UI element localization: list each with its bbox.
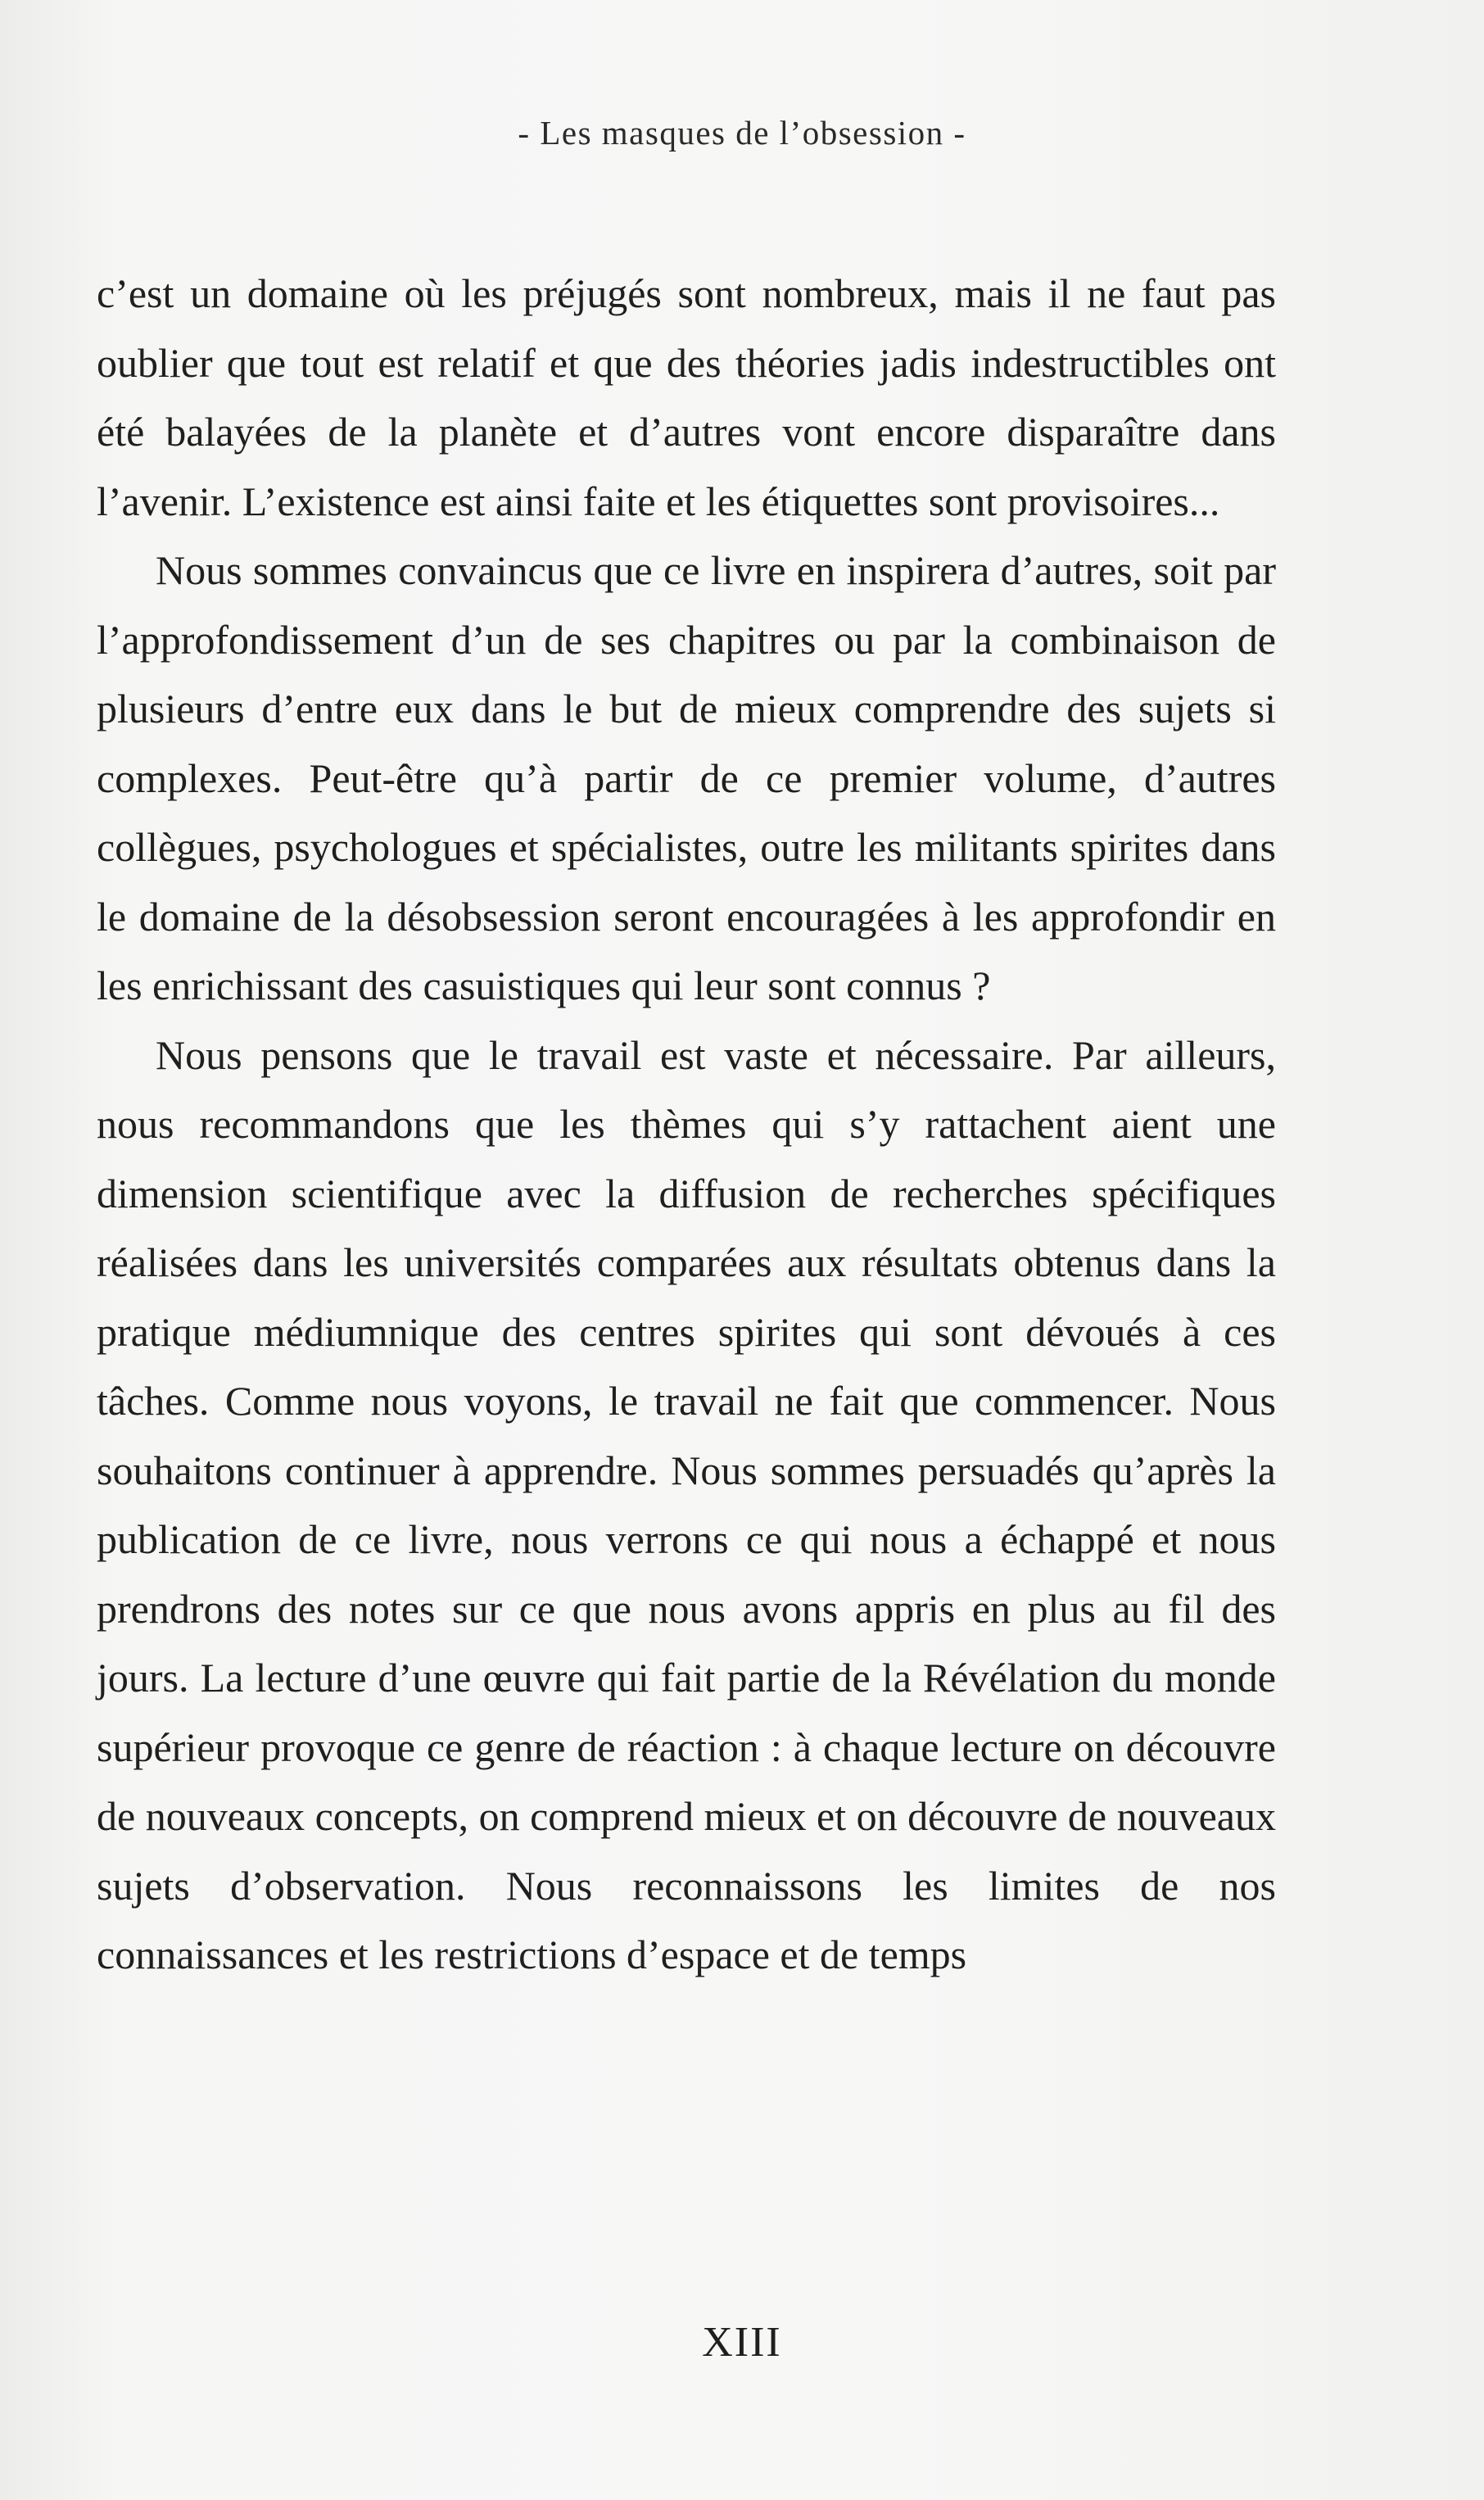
paragraph-3: Nous pensons que le travail est vaste et nécessaire. Par ailleurs, nous recommandons que les thèmes qui s’y rattachent aient une dimension scientifique avec la diffusion de recherches spécifiques réalisées dans les universités comparées aux résultats obtenus dans la pratique médiumnique des centres spirites qui sont dévoués à ces tâches. Comme nous voyons, le travail ne fait que commencer. Nous souhaitons continuer à apprendre. Nous sommes persuadés qu’après la publication de ce livre, nous verrons ce qui nous a échappé et nous prendrons des notes sur ce que nous avons appris en plus au fil des jours. La lecture d’une œuvre qui fait partie de la Révélation du monde supérieur provoque ce genre de réaction : à chaque lecture on découvre de nouveaux concepts, on comprend mieux et on découvre de nouveaux sujets d’observation. Nous reconnaissons les limites de nos connaissances et les restrictions d’espace et de temps bbox=[97, 1031, 1276, 1977]
paragraph-1: c’est un domaine où les préjugés sont nombreux, mais il ne faut pas oublier que tout est relatif et que des théories jadis indestructibles ont été balayées de la planète et d’autres vont encore disparaître dans l’avenir. L’existence est ainsi faite et les étiquettes sont provisoires... bbox=[97, 270, 1276, 524]
paragraph-2: Nous sommes convaincus que ce livre en inspirera d’autres, soit par l’approfondissement d’un de ses chapitres ou par la combinaison de plusieurs d’entre eux dans le but de mieux comprendre des sujets si complexes. Peut-être qu’à partir de ce premier volume, d’autres collègues, psychologues et spécialistes, outre les militants spirites dans le domaine de la désobsession seront encouragées à les approfondir en les enrichissant des casuistiques qui leur sont connus ? bbox=[97, 547, 1276, 1008]
page-number: XIII bbox=[702, 2319, 782, 2366]
running-head: - Les masques de l’obsession - bbox=[518, 114, 966, 152]
body-text bbox=[97, 259, 1276, 1990]
